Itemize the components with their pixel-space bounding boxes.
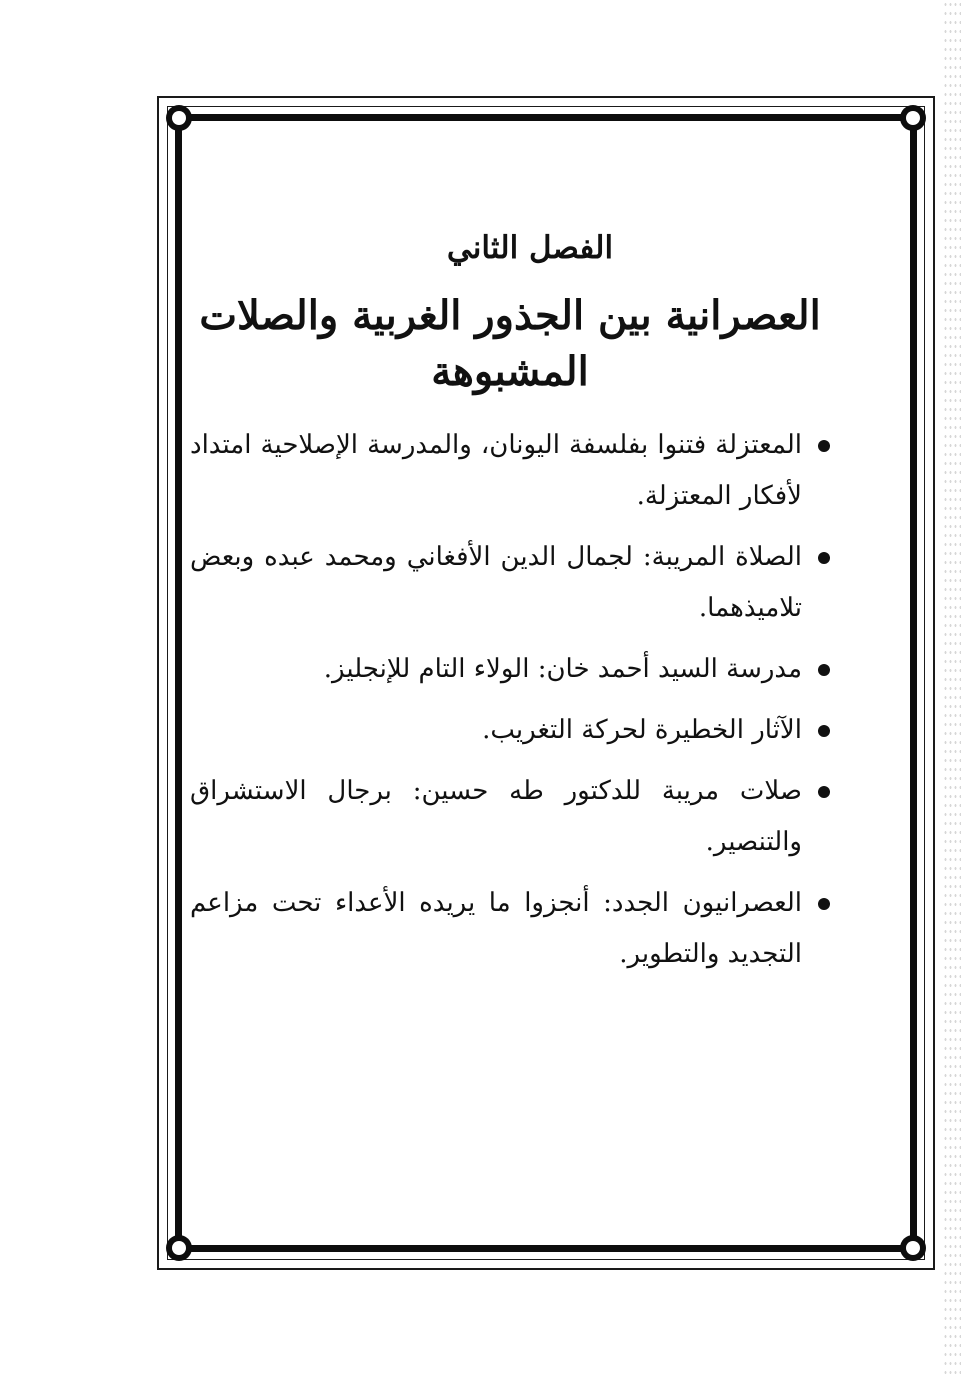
bullet-item [190,705,830,756]
bullet-text: مدرسة السيد أحمد خان: الولاء التام للإنجليز. [323,654,802,684]
bullet-text: العصرانيون الجدد: أنجزوا ما يريده الأعداء تحت مزاعم التجديد والتطوير. [190,888,802,969]
chapter-content [190,230,830,990]
chapter-title: العصرانية بين الجذور الغربية والصلات المشبوهة [199,292,821,395]
scan-edge-noise [943,0,961,1375]
bullet-list [190,420,830,980]
bullet-dot-icon [818,725,830,737]
bullet-dot-icon [818,786,830,798]
bullet-dot-icon [818,898,830,910]
bullet-text: صلات مريبة للدكتور طه حسين: برجال الاستشراق والتنصير. [190,776,802,857]
bullet-text: الصلاة المريبة: لجمال الدين الأفغاني ومحمد عبده وبعض تلاميذهما. [190,542,802,623]
chapter-label: الفصل الثاني [446,230,614,266]
bullet-dot-icon [818,664,830,676]
bullet-item [190,420,830,522]
bullet-item [190,644,830,695]
bullet-item [190,766,830,868]
corner-ornament-icon [900,1235,926,1261]
corner-ornament-icon [166,105,192,131]
corner-ornament-icon [900,105,926,131]
bullet-dot-icon [818,440,830,452]
bullet-dot-icon [818,552,830,564]
bullet-text: المعتزلة فتنوا بفلسفة اليونان، والمدرسة الإصلاحية امتداد لأفكار المعتزلة. [190,430,802,511]
corner-ornament-icon [166,1235,192,1261]
bullet-item [190,878,830,980]
bullet-item [190,532,830,634]
bullet-text: الآثار الخطيرة لحركة التغريب. [482,715,802,745]
